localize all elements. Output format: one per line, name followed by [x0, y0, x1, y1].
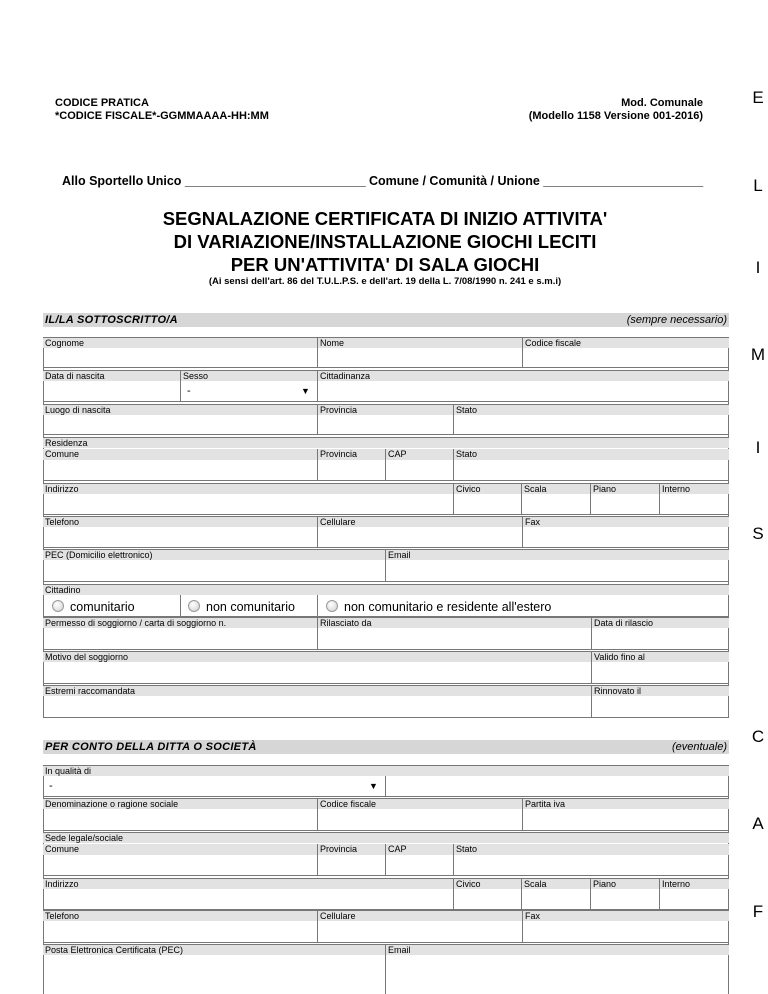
nome-field[interactable] — [317, 348, 522, 368]
label-motivo: Motivo del soggiorno — [43, 651, 591, 662]
side-letter: E — [752, 88, 764, 107]
valido-field[interactable] — [591, 662, 729, 684]
motivo-field[interactable] — [43, 662, 591, 684]
label-estremi: Estremi raccomandata — [43, 685, 591, 696]
rinnovato-field[interactable] — [591, 696, 729, 718]
side-letter: A — [752, 814, 764, 833]
section-title: IL/LA SOTTOSCRITTO/A — [45, 314, 178, 326]
piano-field[interactable] — [590, 494, 659, 515]
section-sottoscritto-header — [43, 313, 729, 327]
cellulare-sede-field[interactable] — [317, 921, 522, 943]
label-interno-sede: Interno — [659, 878, 729, 889]
fax-field[interactable] — [522, 527, 729, 548]
label-data-rilascio: Data di rilascio — [591, 617, 729, 628]
label-partita-iva: Partita iva — [522, 798, 729, 809]
codice-pratica: CODICE PRATICA — [55, 97, 149, 109]
side-letter: I — [755, 438, 761, 457]
label-rinnovato: Rinnovato il — [591, 685, 729, 696]
label-provincia: Provincia — [317, 404, 453, 415]
label-comune-sede: Comune — [43, 844, 317, 855]
email-sede-field[interactable] — [385, 955, 729, 994]
qualita-select[interactable] — [43, 776, 385, 797]
luogo-nascita-field[interactable] — [43, 415, 317, 435]
label-telefono-sede: Telefono — [43, 910, 317, 921]
label-stato-res: Stato — [453, 449, 729, 460]
interno-field[interactable] — [659, 494, 729, 515]
label-email-sede: Email — [385, 944, 729, 955]
side-letter: M — [750, 345, 766, 364]
partita-iva-field[interactable] — [522, 809, 729, 831]
indirizzo-sede-field[interactable] — [43, 889, 453, 910]
label-provincia-sede: Provincia — [317, 844, 385, 855]
comune-sede-field[interactable] — [43, 855, 317, 876]
chevron-down-icon: ▼ — [369, 781, 378, 791]
label-provincia-res: Provincia — [317, 449, 385, 460]
piano-sede-field[interactable] — [590, 889, 659, 910]
label-pec: PEC (Domicilio elettronico) — [43, 549, 385, 560]
sesso-value: - — [187, 385, 191, 397]
data-nascita-field[interactable] — [43, 381, 180, 402]
label-fax-sede: Fax — [522, 910, 729, 921]
label-cittadino: Cittadino — [43, 584, 729, 595]
label-cap: CAP — [385, 449, 453, 460]
label-cap-sede: CAP — [385, 844, 453, 855]
form-title-line1: SEGNALAZIONE CERTIFICATA DI INIZIO ATTIVITA' — [162, 208, 608, 229]
section-ditta-header — [43, 740, 729, 754]
telefono-sede-field[interactable] — [43, 921, 317, 943]
permesso-field[interactable] — [43, 628, 317, 650]
sportello-unico-line: Allo Sportello Unico __________________________ — [62, 174, 366, 188]
modello-version: (Modello 1158 Versione 001-2016) — [528, 110, 703, 122]
fax-sede-field[interactable] — [522, 921, 729, 943]
side-letter: L — [753, 176, 763, 195]
sesso-select[interactable] — [180, 381, 317, 402]
label-codice-fiscale: Codice fiscale — [522, 337, 729, 348]
label-indirizzo: Indirizzo — [43, 483, 453, 494]
provincia-sede-field[interactable] — [317, 855, 385, 876]
label-scala: Scala — [521, 483, 590, 494]
label-cellulare: Cellulare — [317, 516, 522, 527]
section-note: (eventuale) — [671, 741, 727, 753]
side-letter: C — [751, 727, 765, 746]
data-rilascio-field[interactable] — [591, 628, 729, 650]
scala-field[interactable] — [521, 494, 590, 515]
label-sesso: Sesso — [180, 370, 317, 381]
label-indirizzo-sede: Indirizzo — [43, 878, 453, 889]
side-letter: I — [755, 258, 761, 277]
form-title-line3: PER UN'ATTIVITA' DI SALA GIOCHI — [230, 254, 540, 275]
label-piano-sede: Piano — [590, 878, 659, 889]
codice-fiscale-format: *CODICE FISCALE*-GGMMAAAA-HH:MM — [55, 110, 269, 122]
radio-circle-icon — [326, 600, 338, 612]
side-letter: F — [752, 902, 764, 921]
label-cittadinanza: Cittadinanza — [317, 370, 729, 381]
label-data-nascita: Data di nascita — [43, 370, 180, 381]
section-note: (sempre necessario) — [626, 314, 727, 326]
stato-nascita-field[interactable] — [453, 415, 729, 435]
label-codice-fiscale-ditta: Codice fiscale — [317, 798, 522, 809]
radio-comunitario[interactable]: comunitario — [52, 600, 135, 614]
label-piano: Piano — [590, 483, 659, 494]
label-pec-sede: Posta Elettronica Certificata (PEC) — [43, 944, 385, 955]
label-interno: Interno — [659, 483, 729, 494]
provincia-residenza-field[interactable] — [317, 460, 385, 481]
rilasciato-da-field[interactable] — [317, 628, 591, 650]
denominazione-field[interactable] — [43, 809, 317, 831]
civico-field[interactable] — [453, 494, 521, 515]
label-civico: Civico — [453, 483, 521, 494]
label-rilasciato-da: Rilasciato da — [317, 617, 591, 628]
form-subtitle: (Ai sensi dell'art. 86 del T.U.L.P.S. e dell'art. 19 della L. 7/08/1990 n. 241 e s.m.i) — [208, 276, 562, 287]
cap-residenza-field[interactable] — [385, 460, 453, 481]
label-valido: Valido fino al — [591, 651, 729, 662]
mod-comunale: Mod. Comunale — [621, 97, 703, 109]
codice-fiscale-ditta-field[interactable] — [317, 809, 522, 831]
section-title: PER CONTO DELLA DITTA O SOCIETÀ — [45, 741, 257, 753]
provincia-nascita-field[interactable] — [317, 415, 453, 435]
interno-sede-field[interactable] — [659, 889, 729, 910]
label-denominazione: Denominazione o ragione sociale — [43, 798, 317, 809]
label-civico-sede: Civico — [453, 878, 521, 889]
radio-non-comunitario[interactable]: non comunitario — [188, 600, 295, 614]
label-comune: Comune — [43, 449, 317, 460]
stato-sede-field[interactable] — [453, 855, 729, 876]
label-cellulare-sede: Cellulare — [317, 910, 522, 921]
comune-residenza-field[interactable] — [43, 460, 317, 481]
radio-circle-icon — [52, 600, 64, 612]
label-sede: Sede legale/sociale — [43, 832, 729, 843]
civico-sede-field[interactable] — [453, 889, 521, 910]
pec-sede-field[interactable] — [43, 955, 385, 994]
cognome-field[interactable] — [43, 348, 317, 368]
cellulare-field[interactable] — [317, 527, 522, 548]
label-residenza: Residenza — [43, 437, 729, 448]
comune-unione-line: Comune / Comunità / Unione _______________________ — [369, 174, 704, 188]
pec-field[interactable] — [43, 560, 385, 582]
radio-circle-icon — [188, 600, 200, 612]
label-qualita: In qualità di — [43, 765, 729, 776]
form-title-line2: DI VARIAZIONE/INSTALLAZIONE GIOCHI LECITI — [173, 231, 597, 252]
label-stato: Stato — [453, 404, 729, 415]
telefono-field[interactable] — [43, 527, 317, 548]
side-letter: S — [752, 524, 764, 543]
label-permesso: Permesso di soggiorno / carta di soggiorno n. — [43, 617, 317, 628]
cittadinanza-field[interactable] — [317, 381, 729, 402]
codice-fiscale-field[interactable] — [522, 348, 729, 368]
stato-residenza-field[interactable] — [453, 460, 729, 481]
label-fax: Fax — [522, 516, 729, 527]
qualita-value: - — [49, 780, 53, 792]
label-stato-sede: Stato — [453, 844, 729, 855]
label-luogo-nascita: Luogo di nascita — [43, 404, 317, 415]
label-telefono: Telefono — [43, 516, 317, 527]
label-scala-sede: Scala — [521, 878, 590, 889]
scala-sede-field[interactable] — [521, 889, 590, 910]
email-field[interactable] — [385, 560, 729, 582]
estremi-field[interactable] — [43, 696, 591, 718]
label-nome: Nome — [317, 337, 522, 348]
indirizzo-field[interactable] — [43, 494, 453, 515]
cap-sede-field[interactable] — [385, 855, 453, 876]
label-email: Email — [385, 549, 729, 560]
radio-non-comunitario-estero[interactable]: non comunitario e residente all'estero — [326, 600, 551, 614]
label-cognome: Cognome — [43, 337, 317, 348]
chevron-down-icon: ▼ — [301, 386, 310, 396]
